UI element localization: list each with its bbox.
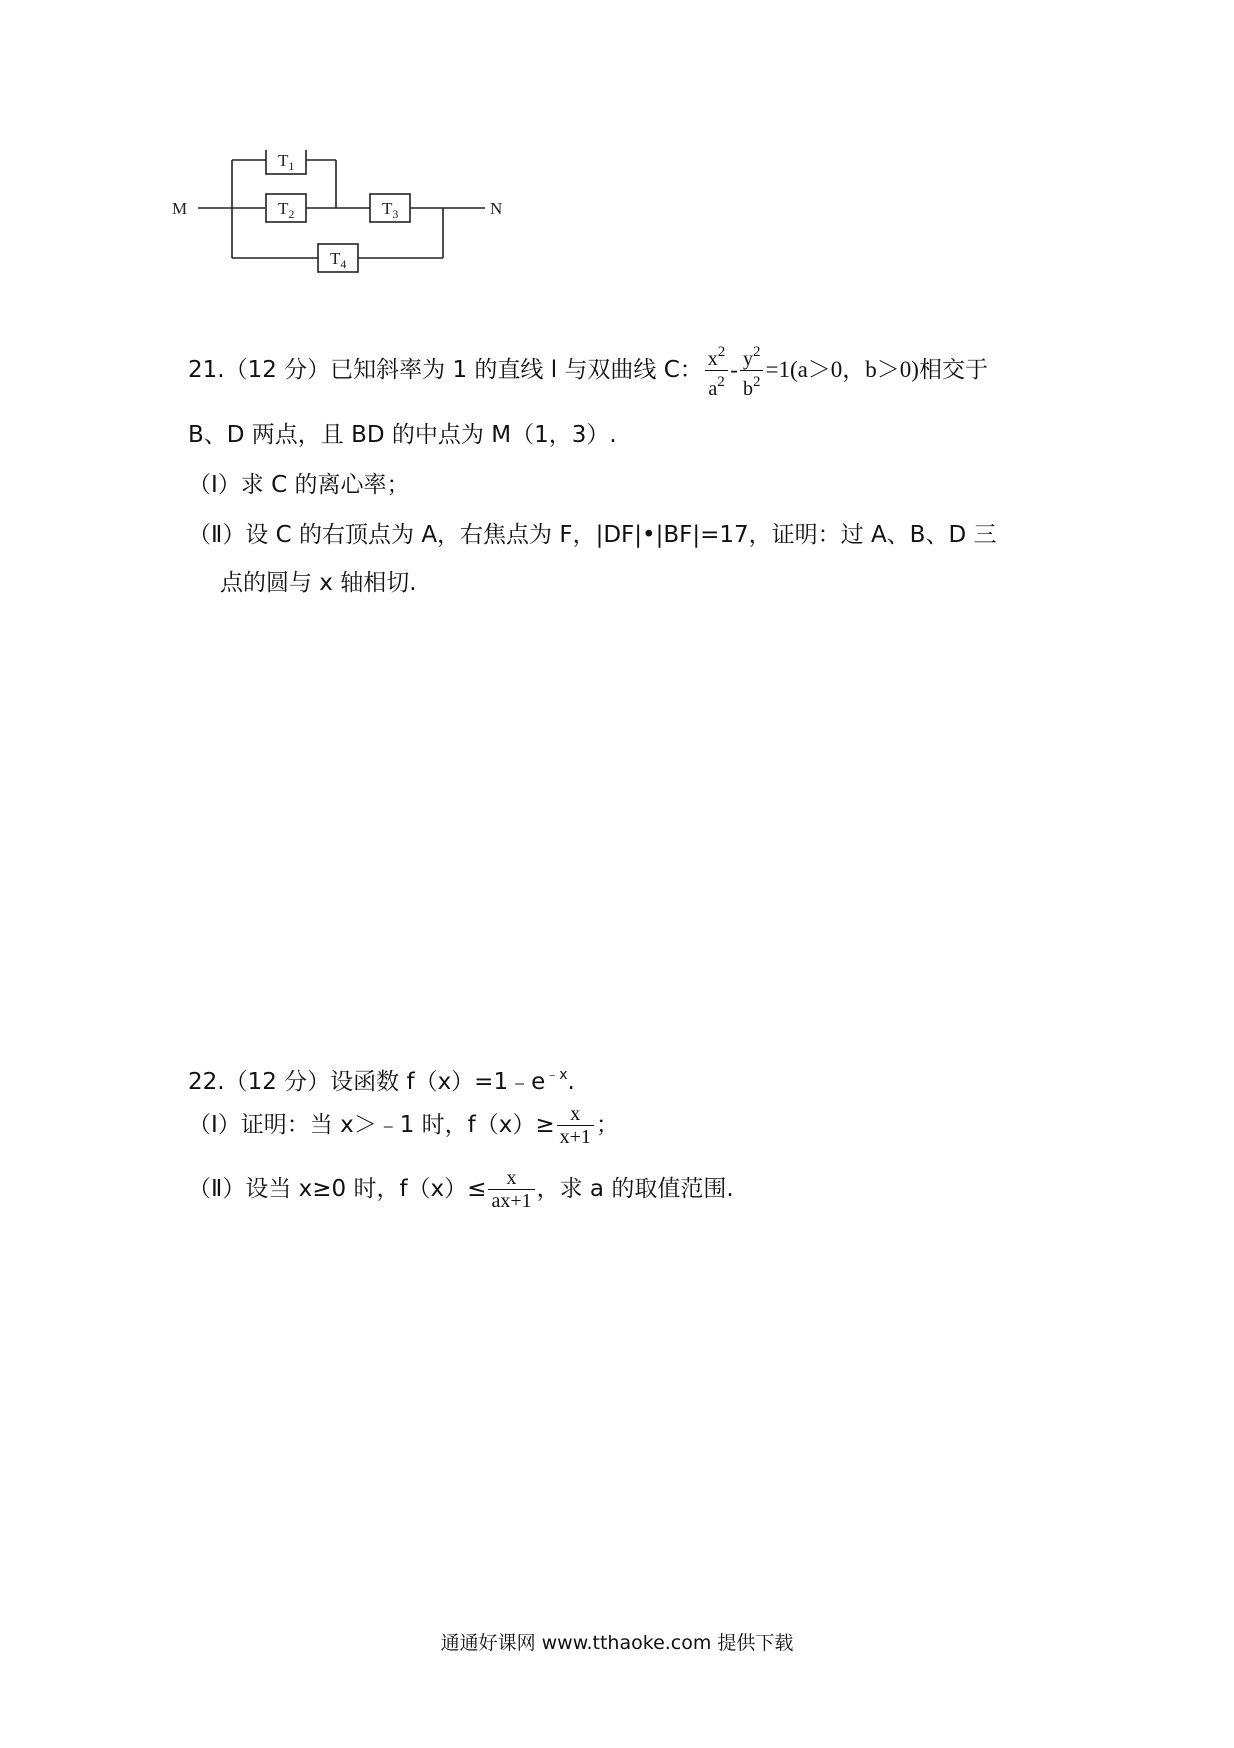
- q21-part1: （Ⅰ）求 C 的离心率；: [188, 472, 410, 498]
- q21-fraction-x: $\frac{x^2}{a^2}$: [705, 341, 729, 400]
- page-footer: 通通好课网 www.tthaoke.com 提供下载: [440, 1632, 794, 1654]
- q22-part1-fraction: $\frac{x}{x+1}$: [557, 1103, 594, 1148]
- q21-frac2-den: b: [742, 378, 753, 400]
- q21-condition: =1(a＞0，b＞0): [765, 357, 919, 382]
- circuit-diagram: [170, 150, 570, 300]
- t1-label: $T_1$: [278, 151, 295, 173]
- q21-suffix: 相交于: [918, 357, 988, 383]
- q21-part2-cont: 点的圆与 x 轴相切.: [220, 570, 417, 596]
- q22-part1: （Ⅰ）证明：当 x＞﹣1 时，f（x）≥ $\frac{x}{x+1}$ ；: [188, 1103, 619, 1148]
- t4-label: $T_4$: [330, 249, 347, 271]
- q22-line1: 22.（12 分）设函数 $f(x)=1﹣e^{﹣x}$.: [188, 1067, 575, 1095]
- q21-fraction-y: $\frac{y^2}{b^2}$: [740, 341, 764, 400]
- q22-part2: （Ⅱ）设当 x≥0 时，f（x）≤ $\frac{x}{ax+1}$ ，求 a 的取值范围.: [188, 1167, 734, 1212]
- circuit-label-n: N: [490, 199, 503, 218]
- q21-line1: [188, 340, 988, 400]
- q21-minus: -: [730, 357, 738, 382]
- q21-frac1-num: x: [707, 348, 718, 370]
- q21-frac2-num: y: [742, 348, 753, 370]
- circuit-label-m: M: [172, 199, 188, 218]
- q21-frac1-den: a: [708, 378, 718, 400]
- q21-prefix: 21.（12 分）已知斜率为 1 的直线 l 与双曲线 C：: [188, 357, 703, 383]
- t3-label: $T_3$: [382, 199, 399, 221]
- q21-part2: （Ⅱ）设 C 的右顶点为 A，右焦点为 F，|DF|•|BF|=17，证明：过 A、B、D 三: [188, 522, 997, 548]
- q22-part2-fraction: $\frac{x}{ax+1}$: [488, 1167, 534, 1212]
- q21-line2: B、D 两点，且 BD 的中点为 M（1，3）.: [188, 422, 617, 448]
- t2-label: $T_2$: [278, 199, 295, 221]
